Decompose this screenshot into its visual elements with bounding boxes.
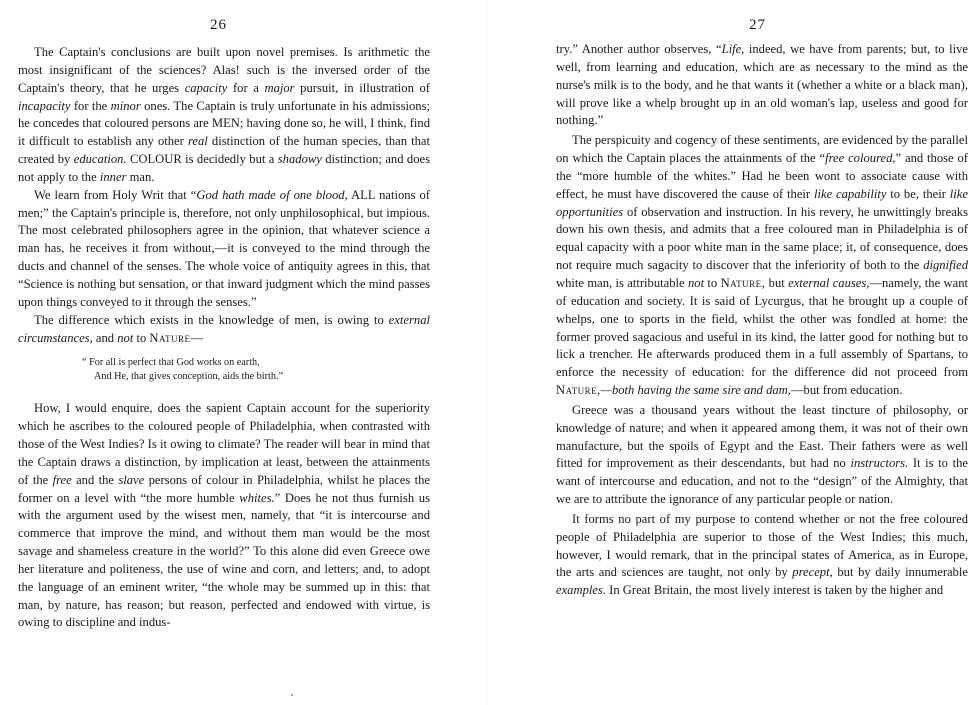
paragraph: It forms no part of my purpose to contend whether or not the free coloured people of Philadelphia are superior to those of the West Indies; this much, however, I would remark, that in the principal states of America, as in Europe, the arts and sciences are taught, not only by precept, but by daily innumerable examples. In Great Britain, the most lively interest is taken by the higher and [556,511,969,598]
page-number: 27 [749,17,766,33]
paragraph: The perspicuity and cogency of these sentiments, are evidenced by the parallel on which the Captain places the attainments of the “free coloured,” and those of the “more humble of the whites.” Had he been wont to associate cause with effect, he must have discovered the cause of their like capability to be, their like opportunities of observation and instruction. In his revery, he unwittingly breaks down his own thesis, and admits that a free coloured man in Philadelphia is of equal capacity with a poor white man in the same place; it, of consequence, does not require much sagacity to discover that the inferiority of both to the dignified white man, is attributable not to Nature, but external causes,—namely, the want of education and society. It is said of Lycurgus, that he brought up a couple of whelps, one to sports in the field, whilst the other was fondled at home: the former proved sagacious and useful in its kind, the latter good for nothing but to lick a trencher. He afterwards produced them in a full assembly of Spartans, to enforce the necessity of education: for the difference did not proceed from Nature,—both having the same sire and dam,—but from education. [556,133,969,398]
left-page [18,0,430,705]
paragraph: We learn from Holy Writ that “God hath made of one blood, ALL nations of men;” the Captain's principle is, therefore, not only unphilosophical, but impious. The most celebrated philosophers agree in the opinion, that whatever science a man has, he receives it from without,—it is conveyed to the mind through the ducts and channel of the senses. The whole voice of antiquity agrees in this, that “Science is nothing but sensation, or that inward judgment which the mind passes upon things conveyed to it through the senses.” [18,187,430,309]
paragraph: How, I would enquire, does the sapient Captain account for the superiority which he ascribes to the coloured people of Philadelphia, when contrasted with those of the West Indies? Is it owing to climate? The reader will bear in mind that the Captain draws a distinction, by implication at least, between the attainments of the free and the slave persons of colour in Philadelphia, whilst he places the former on a level with “the more humble whites.” Does he not thus furnish us with the argument used by the wisest men, namely, that “it is intercourse and commerce that improve the mind, and without them man would be the most savage and shameless creature in the world?” To this alone did even Greece owe her literature and politeness, the use of wine and corn, and letters; and, to adopt the language of an eminent writer, “the whole may be summed up in this: that man, by nature, has reason; but reason, perfected and endowed with virtue, is owing to discipline and indus- [18,401,431,630]
right-page [556,0,968,705]
paragraph: try.” Another author observes, “Life, indeed, we have from parents; but, to live well, from learning and education, which are as necessary to the mind as the nurse's milk is to the body, and he that wants it (whether a white or a black man), will prove like a whelp brought up in an old woman's lap, useless and good for nothing.” [556,42,968,128]
verse-line: And He, that gives conception, aids the birth.” [94,371,283,383]
left-page-body [18,44,430,632]
paragraph: The Captain's conclusions are built upon novel premises. Is arithmetic the most insignificant of the sciences? Alas! such is the inversed order of the Captain's theory, that he urges capacity for a major pursuit, in illustration of incapacity for the minor ones. The Captain is truly unfortunate in his admissions; he concedes that coloured persons are MEN; having done so, he will, I think, find it difficult to establish any other real distinction of the human species, than that created by education. COLOUR is decidedly but a shadowy distinction; and does not apply to the inner man. [18,45,431,184]
page-number: 26 [210,17,227,33]
right-page-body [556,41,968,600]
paragraph: The difference which exists in the knowledge of men, is owing to external circumstances, and not to Nature— [18,312,430,345]
paragraph: Greece was a thousand years without the least tincture of philosophy, or knowledge of nature; and when it appeared among them, it was not of their own manufacture, but the spoils of Egypt and the East. Their fathers were as well fitted for improvement as their descendants, but had no instructors. It is to the want of intercourse and education, and not to the “design” of the Almighty, that we are to attribute the ignorance of any particular people or nation. [556,402,968,507]
print-speck [291,694,293,696]
verse-line: “ For all is perfect that God works on earth, [82,357,260,369]
book-gutter [486,0,488,705]
verse-quote [18,356,430,384]
